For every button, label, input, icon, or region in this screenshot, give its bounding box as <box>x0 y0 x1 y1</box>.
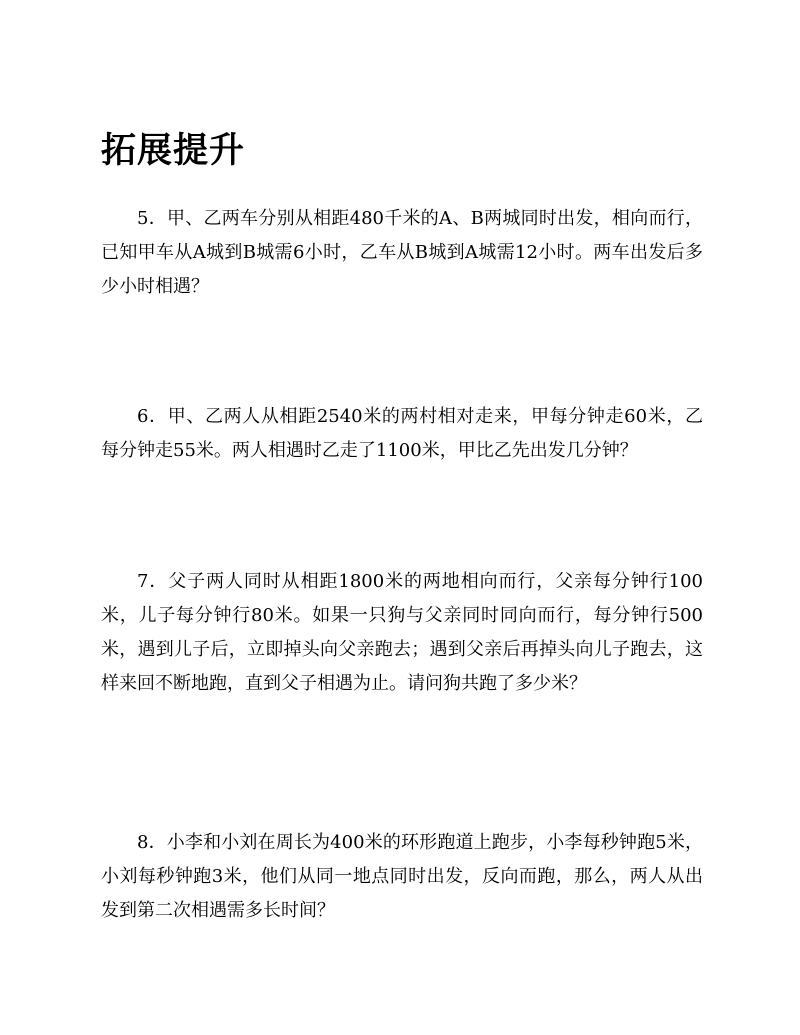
problem-5: 5．甲、乙两车分别从相距480千米的A、B两城同时出发，相向而行，已知甲车从A城到B城需6小时，乙车从B城到A城需12小时。两车出发后多少小时相遇？ <box>101 208 703 297</box>
problem-6: 6．甲、乙两人从相距2540米的两村相对走来，甲每分钟走60米，乙每分钟走55米。两人相遇时乙走了1100米，甲比乙先出发几分钟？ <box>101 406 703 461</box>
problem-7: 7．父子两人同时从相距1800米的两地相向而行，父亲每分钟行100米，儿子每分钟行80米。如果一只狗与父亲同时同向而行，每分钟行500米，遇到儿子后，立即掉头向父亲跑去；遇到父亲后再掉头向儿子跑去，这样来回不断地跑，直到父子相遇为止。请问狗共跑了多少米？ <box>101 571 703 694</box>
problem-8: 8．小李和小刘在周长为400米的环形跑道上跑步，小李每秒钟跑5米，小刘每秒钟跑3米，他们从同一地点同时出发，反向而跑，那么，两人从出发到第二次相遇需多长时间？ <box>101 832 703 921</box>
page-title: 拓展提升 <box>101 131 246 171</box>
